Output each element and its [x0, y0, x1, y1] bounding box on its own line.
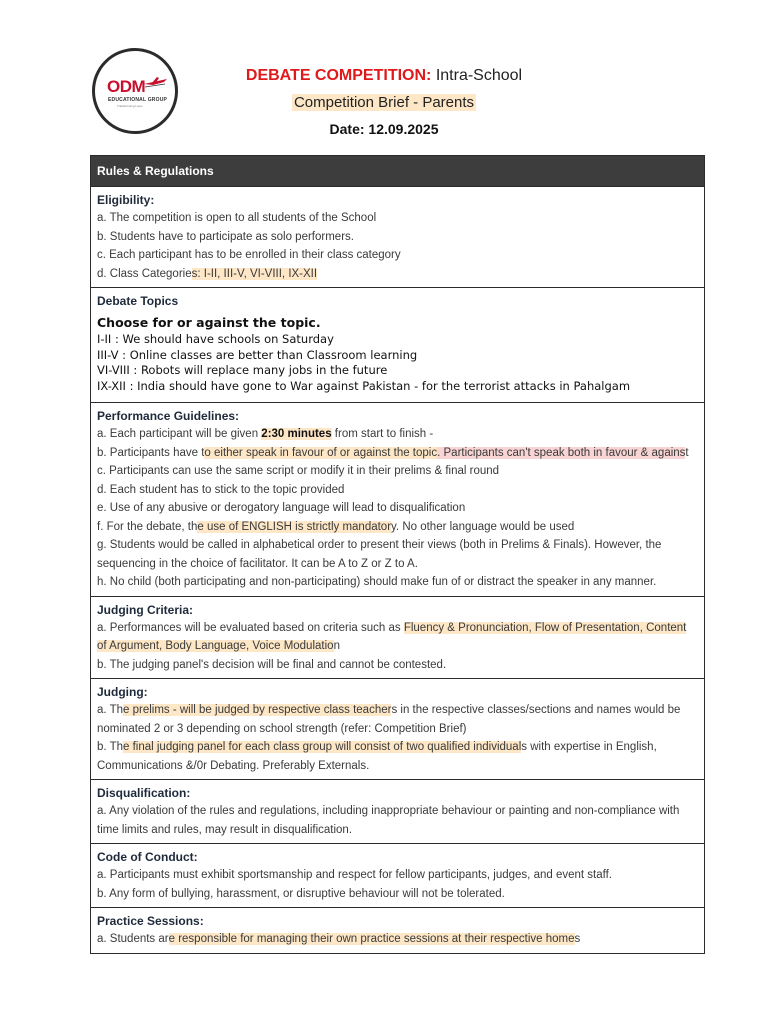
judging-section: [91, 678, 704, 779]
conduct-title: Code of Conduct:: [97, 850, 198, 864]
practice-a-text: a. Students ar: [97, 933, 169, 945]
judging-item-b: [97, 738, 698, 775]
disqualification-section: [91, 779, 704, 843]
performance-a-tail: from start to finish -: [331, 428, 434, 440]
subtitle-text: Competition Brief - Parents: [293, 94, 475, 111]
eligibility-title: Eligibility:: [97, 193, 155, 207]
practice-title: Practice Sessions:: [97, 914, 204, 928]
judging-a-tail: s in the respective classes/sections and names would be nominated 2 or 3 depending on school strength (refer: Competition Brief): [97, 704, 681, 735]
performance-item-b: [97, 444, 698, 463]
performance-b-highlight: o either speak in favour of or against the topic: [204, 446, 438, 459]
title-prefix: DEBATE COMPETITION:: [245, 67, 432, 84]
eligibility-d-text: d. Class Categorie: [97, 267, 192, 280]
logo-mark: ODM: [107, 77, 146, 96]
performance-f-highlight: e use of ENGLISH is strictly mandator: [197, 520, 392, 533]
performance-title: Performance Guidelines:: [97, 409, 240, 423]
judging-b-tail: s with expertise in English, Communications &/0r Debating. Preferably Externals.: [97, 741, 657, 772]
topics-title: Debate Topics: [97, 294, 179, 308]
title-suffix: Intra-School: [431, 67, 523, 84]
judging-b-text: b. Th: [97, 741, 123, 753]
disqualification-item-a: a. Any violation of the rules and regulations, including inappropriate behaviour or painting and non-compliance with time limits and rules, may result in disqualification.: [97, 805, 680, 836]
performance-f-tail: y. No other language would be used: [391, 520, 575, 533]
eligibility-item-d: [97, 265, 698, 284]
rules-table: [90, 155, 705, 954]
performance-f-text: f. For the debate, th: [97, 520, 198, 533]
judging-a-highlight: e prelims - will be judged by respective class teacher: [123, 704, 392, 716]
topic-item: VI-VIII : Robots will replace many jobs in the future: [97, 363, 388, 377]
practice-section: [91, 907, 704, 953]
conduct-section: [91, 843, 704, 907]
page-title: [0, 67, 768, 85]
judging-criteria-a-text: a. Performances will be evaluated based on criteria such as: [97, 621, 404, 634]
performance-item-a: [97, 425, 698, 444]
judging-criteria-item-a: [97, 619, 698, 656]
topic-item: III-V : Online classes are better than Classroom learning: [97, 347, 418, 362]
conduct-item-b: b. Any form of bullying, harassment, or disruptive behaviour will not be tolerated.: [97, 887, 505, 900]
eligibility-d-highlight: s: I-II, III-V, VI-VIII, IX-XII: [191, 267, 318, 280]
page-date: Date: 12.09.2025: [329, 121, 439, 137]
disqualification-title: Disqualification:: [97, 786, 191, 800]
performance-item-g: g. Students would be called in alphabetical order to present their views (both in Prelims & Finals). However, the sequencing in the choice of facilitator. It can be A to Z or Z to A.: [97, 539, 662, 570]
judging-criteria-section: [91, 596, 704, 679]
performance-section: [91, 402, 704, 596]
eligibility-item-c: c. Each participant has to be enrolled in their class category: [97, 249, 401, 261]
conduct-item-a: a. Participants must exhibit sportsmanship and respect for fellow participants, judges, and event staff.: [97, 869, 613, 881]
topics-section: [91, 287, 704, 402]
performance-item-c: c. Participants can use the same script or modify it in their prelims & final round: [97, 465, 500, 477]
page-subtitle: [0, 94, 768, 111]
topics-instruction: Choose for or against the topic.: [97, 315, 321, 330]
practice-a-highlight: e responsible for managing their own practice sessions at their respective home: [168, 933, 575, 945]
judging-title: Judging:: [97, 685, 148, 699]
performance-item-e: e. Use of any abusive or derogatory language will lead to disqualification: [97, 502, 466, 514]
judging-criteria-title: Judging Criteria:: [97, 602, 194, 617]
logo-subtitle: EDUCATIONAL GROUP: [108, 97, 168, 103]
topic-item: IX-XII : India should have gone to War against Pakistan - for the terrorist attacks in Pahalgam: [97, 378, 631, 393]
judging-criteria-item-b: b. The judging panel's decision will be final and cannot be contested.: [97, 658, 447, 671]
judging-criteria-a-tail: n: [333, 640, 340, 652]
performance-item-h: h. No child (both participating and non-participating) should make fun of or distract the speaker in any manner.: [97, 576, 657, 588]
judging-b-highlight: e final judging panel for each class group will consist of two qualified individual: [123, 741, 522, 753]
eligibility-item-a: a. The competition is open to all students of the School: [97, 212, 377, 224]
performance-b-tail: t: [685, 446, 689, 459]
table-heading: Rules & Regulations: [91, 156, 704, 186]
eligibility-section: [91, 186, 704, 287]
performance-item-d: d. Each student has to stick to the topic provided: [97, 483, 345, 496]
eligibility-item-b: b. Students have to participate as solo performers.: [97, 230, 354, 243]
practice-a-tail: s: [574, 933, 581, 945]
performance-a-duration: 2:30 minutes: [261, 428, 332, 440]
judging-criteria-a-highlight: Fluency & Pronunciation, Flow of Presentation, Content of Argument, Body Language, Voice Modulatio: [97, 621, 687, 652]
practice-item-a: [97, 930, 698, 949]
performance-item-f: [97, 518, 698, 537]
performance-b-text: b. Participants have t: [97, 446, 205, 459]
performance-a-text: a. Each participant will be given: [97, 428, 262, 440]
judging-item-a: [97, 701, 698, 738]
performance-b-pink-highlight: . Participants can't speak both in favour & agains: [437, 446, 686, 459]
judging-a-text: a. Th: [97, 704, 123, 716]
topic-item: I-II : We should have schools on Saturday: [97, 332, 334, 346]
logo-tagline: Transforming Lives: [117, 104, 143, 108]
